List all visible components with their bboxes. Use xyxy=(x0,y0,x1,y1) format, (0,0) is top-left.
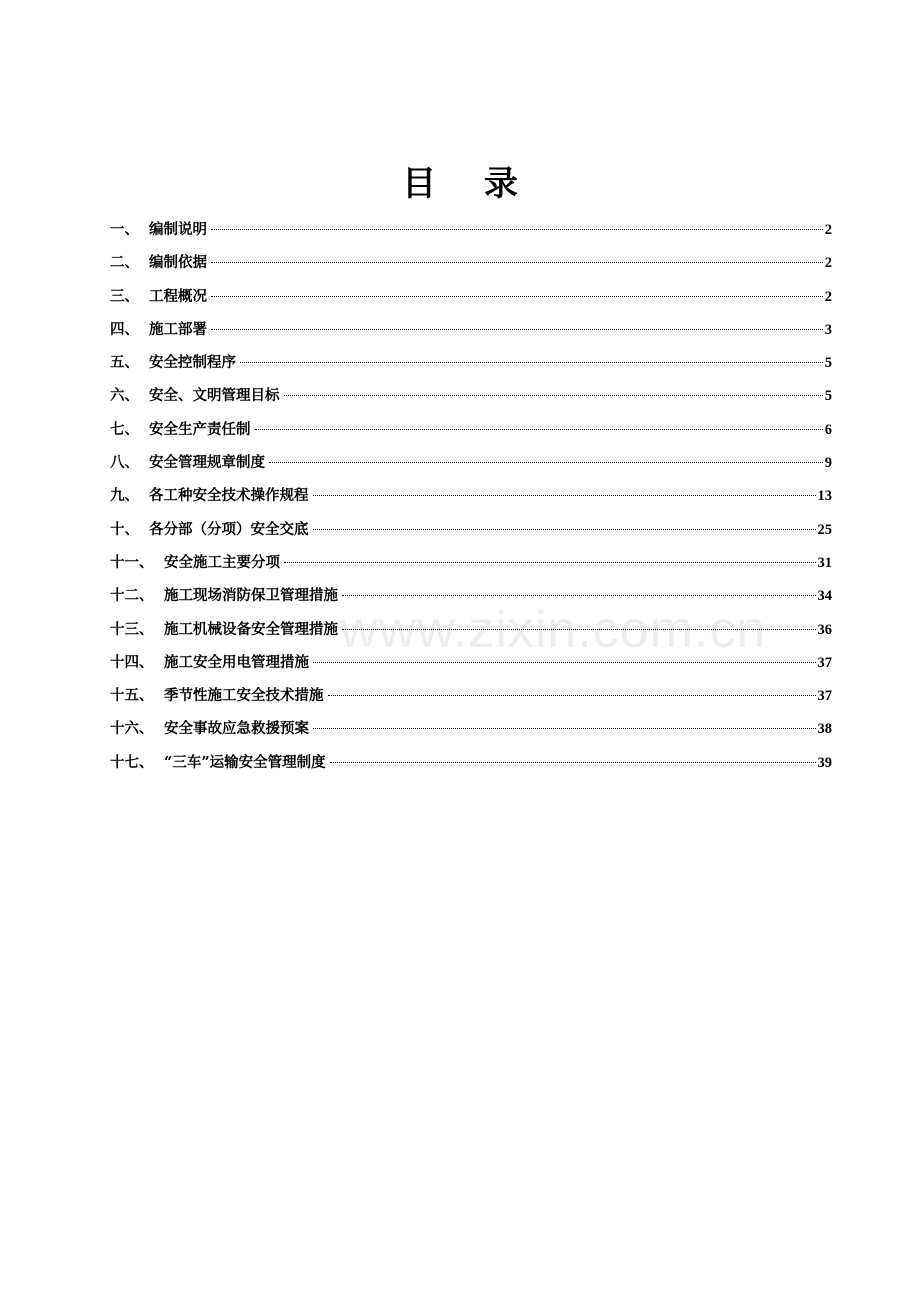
toc-entry[interactable] xyxy=(110,246,832,279)
toc-entry[interactable] xyxy=(110,446,832,479)
toc-entry[interactable] xyxy=(110,646,832,679)
toc-dot-leader xyxy=(313,529,816,530)
toc-entry-number: 八、 xyxy=(110,454,139,472)
toc-dot-leader xyxy=(328,695,816,696)
toc-dot-leader xyxy=(342,595,816,596)
toc-entry-page: 34 xyxy=(817,588,832,605)
toc-entry-title: 安全控制程序 xyxy=(149,354,236,372)
toc-dot-leader xyxy=(313,728,816,729)
toc-entry-page: 39 xyxy=(817,754,832,771)
watermark: www.zixin.com.cn xyxy=(340,601,767,659)
toc-entry-number: 十、 xyxy=(110,520,139,538)
toc-title: 目 录 xyxy=(402,164,536,204)
toc-entry-title: 安全、文明管理目标 xyxy=(149,387,280,405)
toc-entry-page: 9 xyxy=(824,455,832,472)
toc-dot-leader xyxy=(284,395,823,396)
toc-entry-number: 十一、 xyxy=(110,553,154,571)
toc-entry-title: 安全施工主要分项 xyxy=(164,553,280,571)
toc-dot-leader xyxy=(313,495,816,496)
toc-entry[interactable] xyxy=(110,513,832,546)
toc-entry-title: 施工安全用电管理措施 xyxy=(164,653,309,671)
toc-entry-page: 3 xyxy=(824,321,832,338)
toc-entry-number: 七、 xyxy=(110,420,139,438)
toc-entry-title: 各分部（分项）安全交底 xyxy=(149,520,309,538)
toc-entry[interactable] xyxy=(110,280,832,313)
toc-entry[interactable] xyxy=(110,746,832,779)
toc-dot-leader xyxy=(255,429,823,430)
toc-entry[interactable] xyxy=(110,579,832,612)
toc-dot-leader xyxy=(240,362,823,363)
toc-entry-number: 十二、 xyxy=(110,587,154,605)
toc-entry[interactable] xyxy=(110,712,832,745)
toc-entry-number: 十四、 xyxy=(110,653,154,671)
toc-entry[interactable] xyxy=(110,679,832,712)
toc-entry-number: 十三、 xyxy=(110,620,154,638)
toc-entry-page: 31 xyxy=(817,554,832,571)
toc-entry[interactable] xyxy=(110,379,832,412)
toc-entry-title: 施工现场消防保卫管理措施 xyxy=(164,587,338,605)
toc-entry-title: 安全生产责任制 xyxy=(149,420,251,438)
toc-entry-page: 13 xyxy=(817,488,832,505)
toc-entry-title: “三车”运输安全管理制度 xyxy=(164,753,326,771)
toc-entry[interactable] xyxy=(110,613,832,646)
toc-entry-page: 37 xyxy=(817,654,832,671)
toc-entry-page: 2 xyxy=(824,255,832,272)
toc-entry-page: 2 xyxy=(824,222,832,238)
toc-entry-number: 十五、 xyxy=(110,687,154,705)
toc-list xyxy=(110,213,832,779)
toc-entry-title: 安全事故应急救援预案 xyxy=(164,720,309,738)
toc-dot-leader xyxy=(313,662,816,663)
toc-entry-number: 二、 xyxy=(110,254,139,272)
toc-entry-number: 五、 xyxy=(110,354,139,372)
toc-entry[interactable] xyxy=(110,546,832,579)
toc-entry-title: 季节性施工安全技术措施 xyxy=(164,687,324,705)
toc-dot-leader xyxy=(211,296,823,297)
toc-entry-title: 工程概况 xyxy=(149,287,207,305)
toc-entry-number: 三、 xyxy=(110,287,139,305)
toc-entry-title: 编制说明 xyxy=(149,221,207,238)
toc-dot-leader xyxy=(211,262,823,263)
toc-dot-leader xyxy=(342,629,816,630)
toc-entry-number: 六、 xyxy=(110,387,139,405)
toc-entry-title: 安全管理规章制度 xyxy=(149,454,265,472)
toc-entry-number: 九、 xyxy=(110,487,139,505)
toc-entry-page: 5 xyxy=(824,388,832,405)
toc-entry[interactable] xyxy=(110,346,832,379)
toc-entry-title: 编制依据 xyxy=(149,254,207,272)
toc-dot-leader xyxy=(284,562,816,563)
toc-entry-page: 25 xyxy=(817,521,832,538)
toc-entry-title: 施工机械设备安全管理措施 xyxy=(164,620,338,638)
toc-dot-leader xyxy=(211,229,823,230)
toc-dot-leader xyxy=(330,762,816,763)
toc-entry-number: 四、 xyxy=(110,320,139,338)
toc-dot-leader xyxy=(211,329,823,330)
toc-entry-title: 各工种安全技术操作规程 xyxy=(149,487,309,505)
toc-entry[interactable] xyxy=(110,479,832,512)
toc-entry-number: 一、 xyxy=(110,221,139,238)
toc-entry[interactable] xyxy=(110,313,832,346)
toc-entry-page: 38 xyxy=(817,721,832,738)
toc-dot-leader xyxy=(269,462,823,463)
toc-entry-page: 37 xyxy=(817,688,832,705)
toc-entry[interactable] xyxy=(110,213,832,246)
toc-entry-page: 36 xyxy=(817,621,832,638)
toc-entry-page: 6 xyxy=(824,421,832,438)
toc-entry-page: 2 xyxy=(824,288,832,305)
toc-entry[interactable] xyxy=(110,413,832,446)
toc-entry-number: 十七、 xyxy=(110,753,154,771)
toc-entry-page: 5 xyxy=(824,355,832,372)
toc-entry-title: 施工部署 xyxy=(149,320,207,338)
toc-entry-number: 十六、 xyxy=(110,720,154,738)
